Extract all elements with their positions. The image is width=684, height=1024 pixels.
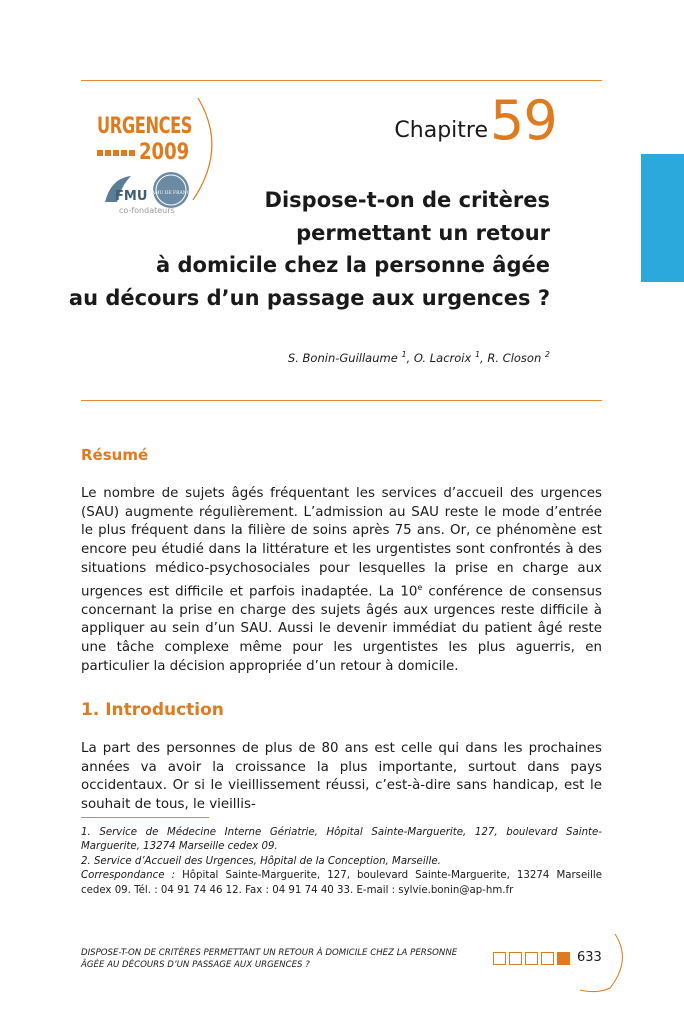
footnote-1: 1. Service de Médecine Interne Gériatrie, Hôpital Sainte-Marguerite, 127, boulevard Sainte-Marguerite, 13274 Marseille cedex 09. [81,827,602,853]
author-name: S. Bonin-Guillaume [287,350,398,365]
author-affiliation: 1 [474,350,481,359]
footnote-2: 2. Service d’Accueil des Urgences, Hôpital de la Conception, Marseille. [81,855,441,867]
authors: S. Bonin-Guillaume $^1$, O. Lacroix $^1$, R. Closon $^2$ [287,350,550,365]
footnotes [81,826,602,898]
resume-paragraph: Le nombre de sujets âgés fréquentant les services d’accueil des urgences (SAU) augmente régulièrement. L’admission au SAU reste le mode d’entrée le plus fréquent dans la filière de soins après 75 ans. Or, ce phénomène est encore peu étudié dans la littérature et les urgentistes sont confrontés à des situations médico-psychosociales pour lesquelles la prise en charge aux urgences est difficile et parfois inadaptée. La 10e conférence de consensus concernant la prise en charge des sujets âgés aux urgences reste difficile à appliquer au sein d’un SAU. Aussi le devenir immédiat du patient âgé reste une tâche complexe même pour les urgentistes les plus aguerris, en particulier la décision appropriée d’un retour à domicile. [81,486,602,674]
author-name: O. Lacroix [413,350,472,365]
logo-partner-fmu: FMU [115,189,148,204]
footnote-rule [81,817,209,818]
logo-partner-samu: SAMU DE FRANCE [148,191,194,196]
logo-year: 2009 [139,140,190,165]
title-line: à domicile chez la personne âgée [156,253,550,277]
title-line: permettant un retour [296,220,550,245]
logo-year-row [97,140,200,165]
page-number: 633 [577,950,602,965]
introduction-paragraph: La part des personnes de plus de 80 ans est celle qui dans les prochaines années va avoir la croissance la plus importante, surtout dans pays occidentaux. Or si le vieillissement réussi, c’est-à-dire sans handicap, est le souhait de tous, le vieillis- [81,741,602,813]
footer-arc-icon [560,930,630,994]
correspondence: Correspondance : Hôpital Sainte-Marguerite, 127, boulevard Sainte-Marguerite, 13274 Marseille cedex 09. Tél. : 04 91 74 46 12. Fax : 04 91 74 40 33. E-mail : sylvie.bonin@ap-hm.fr [81,870,602,896]
author-affiliation: 1 [401,350,407,359]
section-rule [81,400,602,401]
author-affiliation: 2 [544,350,550,359]
author-name: R. Closon [487,350,542,365]
chapter-number: 59 [490,89,557,152]
footer-squares-icon [493,952,570,965]
title-line: au décours d’un passage aux urgences ? [68,285,550,310]
introduction-heading: 1. Introduction [81,700,224,720]
running-title: DISPOSE-T-ON DE CRITÈRES PERMETTANT UN RETOUR À DOMICILE CHEZ LA PERSONNE ÂGÉE AU DÉCOURS D’UN PASSAGE AUX URGENCES ? [81,948,458,970]
article-title [50,184,550,314]
top-rule [81,80,602,81]
logo-cofounders: co-fondateurs [119,206,175,215]
logo-event-name: URGENCES [97,114,193,139]
logo-squares-icon [97,150,135,156]
title-line: Dispose-t-on de critères [264,188,550,212]
chapter-side-tab [641,154,684,282]
chapter-label: Chapitre [394,118,488,143]
resume-heading: Résumé [81,446,149,464]
